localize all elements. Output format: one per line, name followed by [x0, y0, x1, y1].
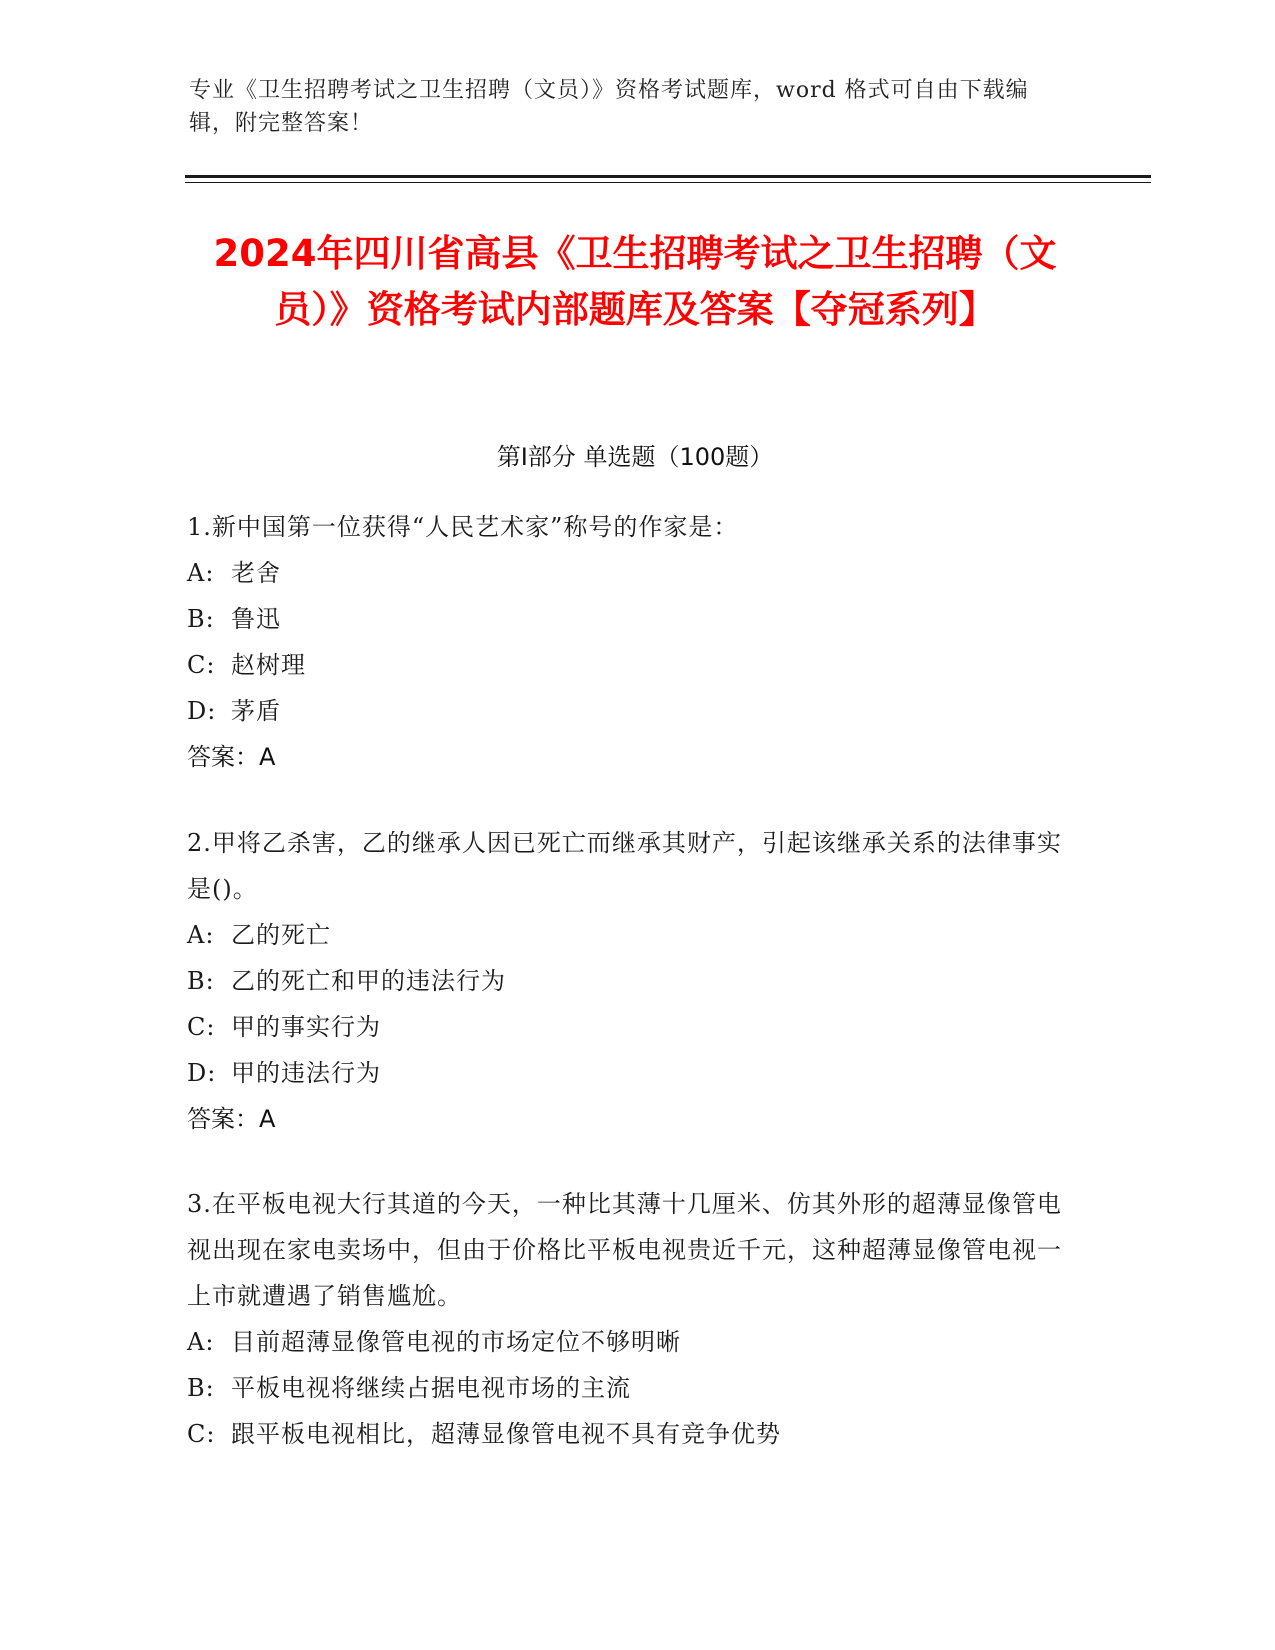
option-b: [187, 958, 1067, 1004]
question-2: [187, 820, 1067, 1142]
option-text: 甲的事实行为: [231, 1013, 381, 1041]
answer-line: 答案：A: [187, 1105, 276, 1133]
option-letter: B:: [187, 1374, 215, 1402]
option-letter: C:: [187, 1013, 216, 1041]
option-b: [187, 1365, 1067, 1411]
option-c: [187, 1411, 1067, 1457]
header-note: 专业《卫生招聘考试之卫生招聘（文员）》资格考试题库，word 格式可自由下载编辑，附完整答案！: [189, 78, 1029, 136]
option-text: 乙的死亡: [231, 921, 331, 949]
option-text: 老舍: [231, 559, 281, 587]
option-letter: D:: [187, 1059, 217, 1087]
option-c: [187, 1004, 1067, 1050]
option-letter: C:: [187, 1420, 216, 1448]
option-d: [187, 688, 1067, 734]
header-divider-thick: [185, 175, 1151, 178]
option-text: 平板电视将继续占据电视市场的主流: [231, 1374, 631, 1402]
option-letter: A:: [187, 559, 215, 587]
header-divider-thin: [185, 182, 1151, 183]
option-c: [187, 642, 1067, 688]
option-text: 跟平板电视相比，超薄显像管电视不具有竞争优势: [231, 1420, 781, 1448]
option-a: [187, 912, 1067, 958]
question-1: [187, 504, 1067, 780]
option-letter: B:: [187, 605, 215, 633]
option-text: 甲的违法行为: [231, 1059, 381, 1087]
question-stem: 2.甲将乙杀害，乙的继承人因已死亡而继承其财产，引起该继承关系的法律事实是()。: [187, 829, 1062, 903]
question-3: [187, 1181, 1067, 1457]
option-letter: C:: [187, 651, 216, 679]
option-text: 乙的死亡和甲的违法行为: [231, 967, 506, 995]
question-stem: 1.新中国第一位获得“人民艺术家”称号的作家是：: [187, 513, 739, 541]
option-a: [187, 550, 1067, 596]
option-text: 茅盾: [231, 697, 281, 725]
document-title: 2024年四川省高县《卫生招聘考试之卫生招聘（文员）》资格考试内部题库及答案【夺冠系列】: [213, 232, 1057, 331]
answer-line: 答案：A: [187, 743, 276, 771]
option-b: [187, 596, 1067, 642]
option-d: [187, 1050, 1067, 1096]
section-heading: 第Ⅰ部分 单选题（100题）: [496, 443, 774, 471]
option-letter: A:: [187, 1328, 215, 1356]
option-letter: A:: [187, 921, 215, 949]
option-text: 赵树理: [231, 651, 306, 679]
question-stem: 3.在平板电视大行其道的今天，一种比其薄十几厘米、仿其外形的超薄显像管电视出现在家电卖场中，但由于价格比平板电视贵近千元，这种超薄显像管电视一上市就遭遇了销售尴尬。: [187, 1190, 1062, 1310]
option-text: 目前超薄显像管电视的市场定位不够明晰: [231, 1328, 681, 1356]
option-text: 鲁迅: [231, 605, 281, 633]
option-letter: D:: [187, 697, 217, 725]
option-letter: B:: [187, 967, 215, 995]
option-a: [187, 1319, 1067, 1365]
